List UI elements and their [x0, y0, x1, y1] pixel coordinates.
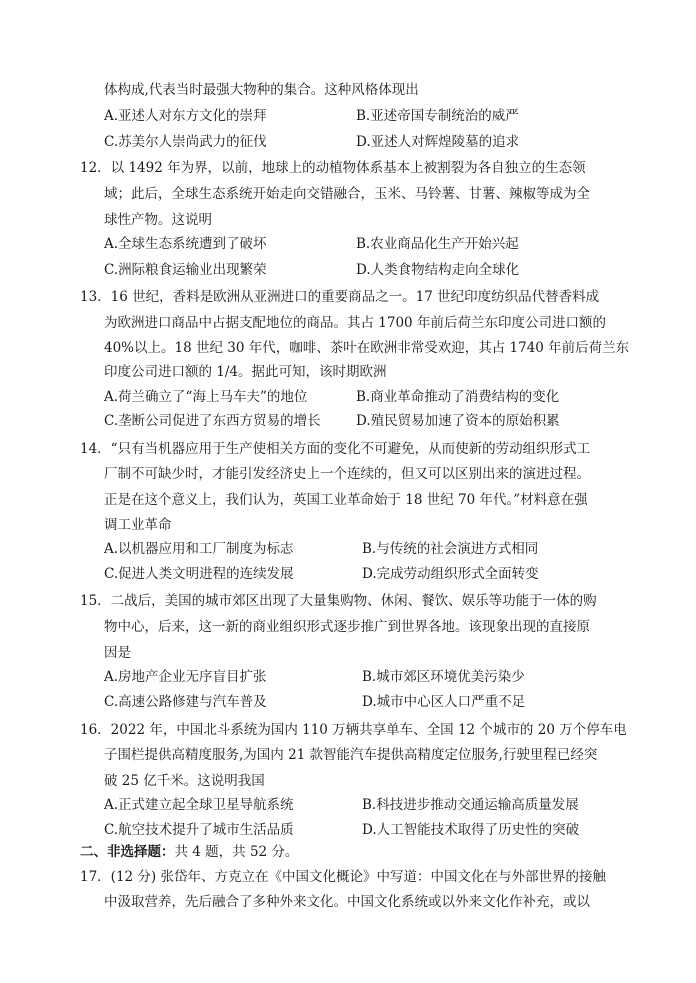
q11-option-c: C.苏美尔人崇尚武力的征伐 — [104, 134, 267, 150]
q16-option-c: C.航空技术提升了城市生活品质 — [104, 822, 294, 838]
q12-stem-line-2: 域；此后，全球生态系统开始走向交错融合，玉米、马铃薯、甘薯、辣椒等成为全 — [104, 186, 590, 202]
q12-option-a: A.全球生态系统遭到了破坏 — [104, 236, 267, 252]
q15-stem-line-2: 物中心，后来，这一新的商业组织形式逐步推广到世界各地。该现象出现的直接原 — [104, 619, 590, 635]
q14-stem-line-1: 14．“只有当机器应用于生产使相关方面的变化不可避免，从而使新的劳动组织形式工 — [80, 441, 591, 457]
q13-option-b: B.商业革命推动了消费结构的变化 — [356, 389, 560, 405]
q17-stem-line-2: 中汲取营养，先后融合了多种外来文化。中国文化系统或以外来文化作补充，或以 — [104, 894, 590, 910]
q12-option-c: C.洲际粮食运输业出现繁荣 — [104, 262, 267, 278]
q16-stem-line-1: 16．2022 年，中国北斗系统为国内 110 万辆共享单车、全国 12 个城市的 20 万个停车电 — [80, 722, 627, 738]
q16-option-a: A.正式建立起全球卫星导航系统 — [104, 797, 294, 813]
q13-stem-line-4: 印度公司进口额的 1/4。据此可知，该时期欧洲 — [104, 364, 387, 380]
q13-stem-line-1: 13．16 世纪，香料是欧洲从亚洲进口的重要商品之一。17 世纪印度纺织品代替香料成 — [80, 289, 600, 305]
q11-stem-tail: 体构成,代表当时最强大物种的集合。这种风格体现出 — [104, 82, 419, 98]
q14-option-d: D.完成劳动组织形式全面转变 — [362, 566, 539, 582]
q11-option-a: A.亚述人对东方文化的崇拜 — [104, 108, 267, 124]
q16-option-b: B.科技进步推动交通运输高质量发展 — [362, 797, 579, 813]
q11-option-b: B.亚述帝国专制统治的威严 — [356, 108, 519, 124]
q12-stem-line-3: 球性产物。这说明 — [104, 212, 212, 228]
q12-stem-line-1: 12．以 1492 年为界，以前，地球上的动植物体系基本上被割裂为各自独立的生态领 — [80, 160, 586, 176]
q13-option-a: A.荷兰确立了“海上马车夫”的地位 — [104, 389, 308, 405]
q14-option-c: C.促进人类文明进程的连续发展 — [104, 566, 294, 582]
section-heading-title: 二、非选择题： — [80, 844, 175, 860]
q13-option-d: D.殖民贸易加速了资本的原始积累 — [356, 413, 560, 429]
q14-stem-line-3: 正是在这个意义上，我们认为，英国工业革命始于 18 世纪 70 年代。”材料意在强 — [104, 492, 588, 508]
q15-option-b: B.城市郊区环境优美污染少 — [362, 669, 525, 685]
q15-option-c: C.高速公路修建与汽车普及 — [104, 694, 267, 710]
q15-stem-line-3: 因是 — [104, 645, 131, 661]
q15-option-a: A.房地产企业无序盲目扩张 — [104, 669, 267, 685]
q13-stem-line-2: 为欧洲进口商品中占据支配地位的商品。其占 1700 年前后荷兰东印度公司进口额的 — [104, 315, 606, 331]
q14-option-a: A.以机器应用和工厂制度为标志 — [104, 541, 294, 557]
q14-stem-line-4: 调工业革命 — [104, 517, 172, 533]
q13-option-c: C.垄断公司促进了东西方贸易的增长 — [104, 413, 321, 429]
q14-option-b: B.与传统的社会演进方式相同 — [362, 541, 539, 557]
q14-stem-line-2: 厂制不可缺少时，才能引发经济史上一个连续的，但又可以区别出来的演进过程。 — [104, 466, 590, 482]
section-heading-detail: 共 4 题，共 52 分。 — [174, 844, 299, 860]
q15-option-d: D.城市中心区人口严重不足 — [362, 694, 526, 710]
q13-stem-line-3: 40%以上。18 世纪 30 年代，咖啡、茶叶在欧洲非常受欢迎，其占 1740 年前后荷兰东 — [104, 340, 630, 356]
q11-option-d: D.亚述人对辉煌陵墓的追求 — [356, 134, 520, 150]
q16-option-d: D.人工智能技术取得了历史性的突破 — [362, 822, 580, 838]
q12-option-d: D.人类食物结构走向全球化 — [356, 262, 520, 278]
q12-option-b: B.农业商品化生产开始兴起 — [356, 236, 519, 252]
q17-stem-line-1: 17．(12 分) 张岱年、方克立在《中国文化概论》中写道：中国文化在与外部世界的接触 — [80, 869, 606, 885]
section-heading — [80, 842, 298, 862]
q16-stem-line-2: 子围栏提供高精度服务,为国内 21 款智能汽车提供高精度定位服务,行驶里程已经突 — [104, 747, 598, 763]
q16-stem-line-3: 破 25 亿千米。这说明我国 — [104, 773, 265, 789]
q15-stem-line-1: 15．二战后，美国的城市郊区出现了大量集购物、休闲、餐饮、娱乐等功能于一体的购 — [80, 593, 597, 609]
